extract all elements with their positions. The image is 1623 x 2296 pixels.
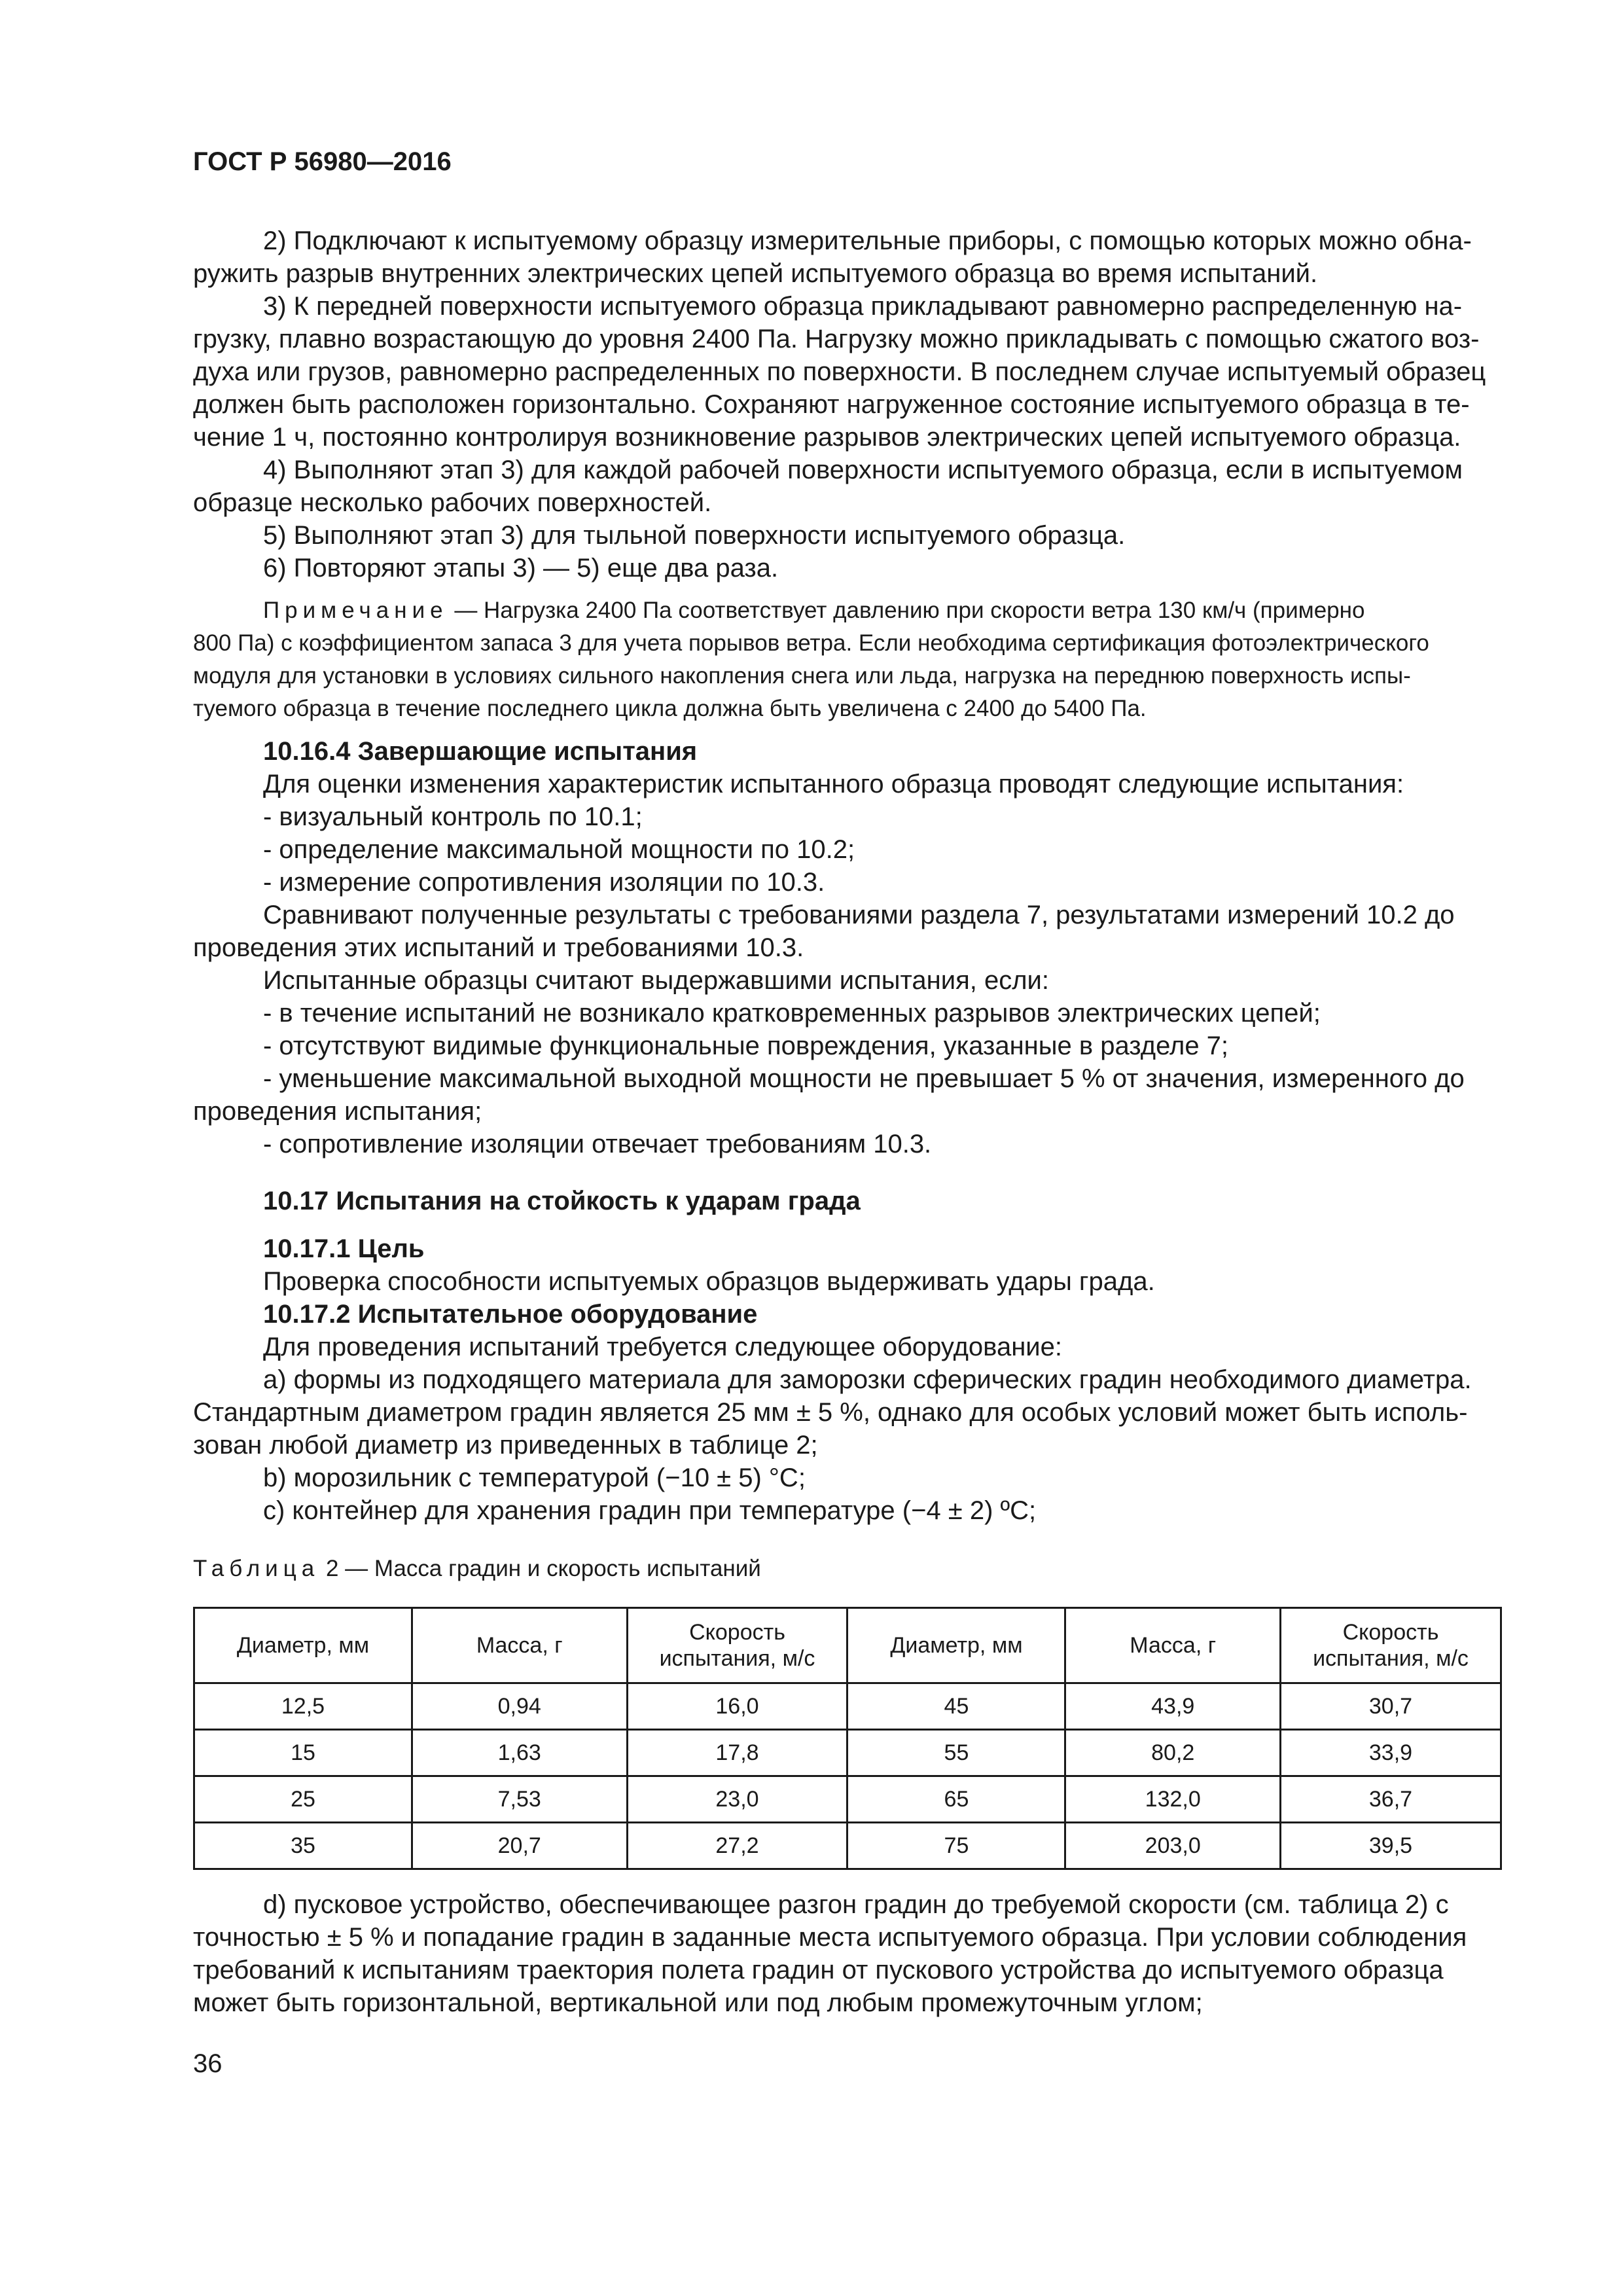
table-cell: 17,8 — [627, 1730, 847, 1776]
item-d-line-2: точностью ± 5 % и попадание градин в заданные места испытуемого образца. При условии соблюдения — [193, 1923, 1467, 1952]
final-test-item: - определение максимальной мощности по 10.2; — [263, 835, 855, 864]
table-caption — [193, 1552, 1495, 1585]
compare-line-2: проведения этих испытаний и требованиями 10.3. — [193, 933, 804, 962]
final-test-item: - визуальный контроль по 10.1; — [263, 802, 643, 831]
note-block — [193, 594, 1495, 725]
criteria-item: - отсутствуют видимые функциональные повреждения, указанные в разделе 7; — [263, 1031, 1229, 1060]
table-row — [194, 1683, 1501, 1730]
note-line-3: модуля для установки в условиях сильного накопления снега или льда, нагрузка на переднюю поверхность испы- — [193, 663, 1411, 689]
note-line-4: туемого образца в течение последнего цикла должна быть увеличена с 2400 до 5400 Па. — [193, 696, 1147, 721]
table-caption-label: Таблица — [193, 1556, 320, 1581]
table-cell: 132,0 — [1065, 1776, 1281, 1823]
equipment-intro: Для проведения испытаний требуется следующее оборудование: — [263, 1333, 1062, 1361]
final-tests-intro: Для оценки изменения характеристик испытанного образца проводят следующие испытания: — [263, 770, 1404, 798]
table-header-cell: Скорость испытания, м/с — [627, 1608, 847, 1683]
equipment-item-a-line-2: Стандартным диаметром градин является 25 мм ± 5 %, однако для особых условий может быть исполь- — [193, 1398, 1468, 1427]
table-row — [194, 1823, 1501, 1869]
test-steps-block — [193, 224, 1495, 584]
item-d-line-1: d) пусковое устройство, обеспечивающее разгон градин до требуемой скорости (см. таблица 2) с — [263, 1890, 1449, 1919]
table-cell: 20,7 — [412, 1823, 627, 1869]
table-cell: 39,5 — [1280, 1823, 1501, 1869]
table-row — [194, 1776, 1501, 1823]
table-cell: 7,53 — [412, 1776, 627, 1823]
hail-table-wrapper — [193, 1607, 1502, 1870]
table-cell: 12,5 — [194, 1683, 412, 1730]
section-heading-10-17-1: 10.17.1 Цель — [263, 1234, 425, 1263]
table-cell: 33,9 — [1280, 1730, 1501, 1776]
compare-line-1: Сравнивают полученные результаты с требованиями раздела 7, результатами измерений 10.2 до — [263, 901, 1455, 929]
table-cell: 36,7 — [1280, 1776, 1501, 1823]
section-10-17-body — [193, 1232, 1495, 1527]
note-line-1 — [193, 594, 1495, 627]
section-heading-10-16-4: 10.16.4 Завершающие испытания — [263, 737, 698, 766]
table-row — [194, 1730, 1501, 1776]
section-heading-10-17-2: 10.17.2 Испытательное оборудование — [263, 1300, 758, 1329]
step-3-line-4: должен быть расположен горизонтально. Сохраняют нагруженное состояние испытуемого образца в те- — [193, 390, 1470, 419]
criteria-item-cont: проведения испытания; — [193, 1097, 482, 1126]
criteria-item: - сопротивление изоляции отвечает требованиям 10.3. — [263, 1130, 932, 1158]
table-cell: 16,0 — [627, 1683, 847, 1730]
document-header: ГОСТ Р 56980—2016 — [193, 147, 452, 176]
table-header-row — [194, 1608, 1501, 1683]
item-d-line-4: может быть горизонтальной, вертикальной или под любым промежуточным углом; — [193, 1988, 1203, 2017]
table-cell: 30,7 — [1280, 1683, 1501, 1730]
step-4-line-2: образце несколько рабочих поверхностей. — [193, 488, 712, 517]
table-cell: 35 — [194, 1823, 412, 1869]
item-d-line-3: требований к испытаниям траектория полета градин от пускового устройства до испытуемого образца — [193, 1956, 1444, 1984]
table-header-cell: Диаметр, мм — [194, 1608, 412, 1683]
table-cell: 27,2 — [627, 1823, 847, 1869]
step-2-line-2: ружить разрыв внутренних электрических цепей испытуемого образца во время испытаний. — [193, 259, 1318, 288]
purpose-text: Проверка способности испытуемых образцов выдерживать удары града. — [263, 1267, 1155, 1296]
table-header-cell: Скорость испытания, м/с — [1280, 1608, 1501, 1683]
hail-table — [193, 1607, 1502, 1870]
step-4-line-1: 4) Выполняют этап 3) для каждой рабочей поверхности испытуемого образца, если в испытуемом — [263, 456, 1463, 484]
table-header-cell: Диаметр, мм — [847, 1608, 1065, 1683]
table-cell: 25 — [194, 1776, 412, 1823]
note-text-1: — Нагрузка 2400 Па соответствует давлению при скорости ветра 130 км/ч (примерно — [448, 598, 1365, 623]
equipment-item-c: с) контейнер для хранения градин при температуре (−4 ± 2) ºС; — [263, 1496, 1037, 1525]
table-caption-block — [193, 1552, 1495, 1585]
table-header-cell: Масса, г — [412, 1608, 627, 1683]
step-3-line-5: чение 1 ч, постоянно контролируя возникновение разрывов электрических цепей испытуемого образца. — [193, 423, 1461, 452]
table-cell: 0,94 — [412, 1683, 627, 1730]
table-cell: 80,2 — [1065, 1730, 1281, 1776]
table-cell: 45 — [847, 1683, 1065, 1730]
criteria-intro: Испытанные образцы считают выдержавшими испытания, если: — [263, 966, 1049, 995]
final-test-item: - измерение сопротивления изоляции по 10.3. — [263, 868, 825, 897]
equipment-item-a-line-1: а) формы из подходящего материала для заморозки сферических градин необходимого диаметра. — [263, 1365, 1472, 1394]
table-header-cell: Масса, г — [1065, 1608, 1281, 1683]
step-3-line-1: 3) К передней поверхности испытуемого образца прикладывают равномерно распределенную на- — [263, 292, 1463, 321]
step-6: 6) Повторяют этапы 3) — 5) еще два раза. — [263, 554, 779, 583]
page-number: 36 — [193, 2049, 223, 2078]
table-cell: 65 — [847, 1776, 1065, 1823]
equipment-item-a-line-3: зован любой диаметр из приведенных в таблице 2; — [193, 1431, 818, 1460]
table-cell: 1,63 — [412, 1730, 627, 1776]
table-cell: 203,0 — [1065, 1823, 1281, 1869]
table-cell: 75 — [847, 1823, 1065, 1869]
section-10-16-4 — [193, 735, 1495, 1160]
note-line-2: 800 Па) с коэффициентом запаса 3 для учета порывов ветра. Если необходима сертификация фотоэлектрического — [193, 630, 1429, 656]
equipment-item-d — [193, 1888, 1495, 2019]
table-cell: 23,0 — [627, 1776, 847, 1823]
table-caption-text: 2 — Масса градин и скорость испытаний — [319, 1556, 761, 1581]
note-label: Примечание — [263, 598, 448, 623]
table-cell: 43,9 — [1065, 1683, 1281, 1730]
criteria-item: - уменьшение максимальной выходной мощности не превышает 5 % от значения, измеренного до — [263, 1064, 1465, 1093]
section-10-17 — [193, 1185, 1495, 1217]
step-5: 5) Выполняют этап 3) для тыльной поверхности испытуемого образца. — [263, 521, 1126, 550]
equipment-item-b: b) морозильник с температурой (−10 ± 5) °С; — [263, 1463, 806, 1492]
criteria-item: - в течение испытаний не возникало кратковременных разрывов электрических цепей; — [263, 999, 1321, 1028]
step-3-line-2: грузку, плавно возрастающую до уровня 2400 Па. Нагрузку можно прикладывать с помощью сжатого воз- — [193, 325, 1480, 353]
table-cell: 15 — [194, 1730, 412, 1776]
table-cell: 55 — [847, 1730, 1065, 1776]
step-3-line-3: духа или грузов, равномерно распределенных по поверхности. В последнем случае испытуемый образец — [193, 357, 1486, 386]
section-heading-10-17: 10.17 Испытания на стойкость к ударам града — [263, 1187, 861, 1215]
step-2-line-1: 2) Подключают к испытуемому образцу измерительные приборы, с помощью которых можно обна- — [263, 226, 1472, 255]
